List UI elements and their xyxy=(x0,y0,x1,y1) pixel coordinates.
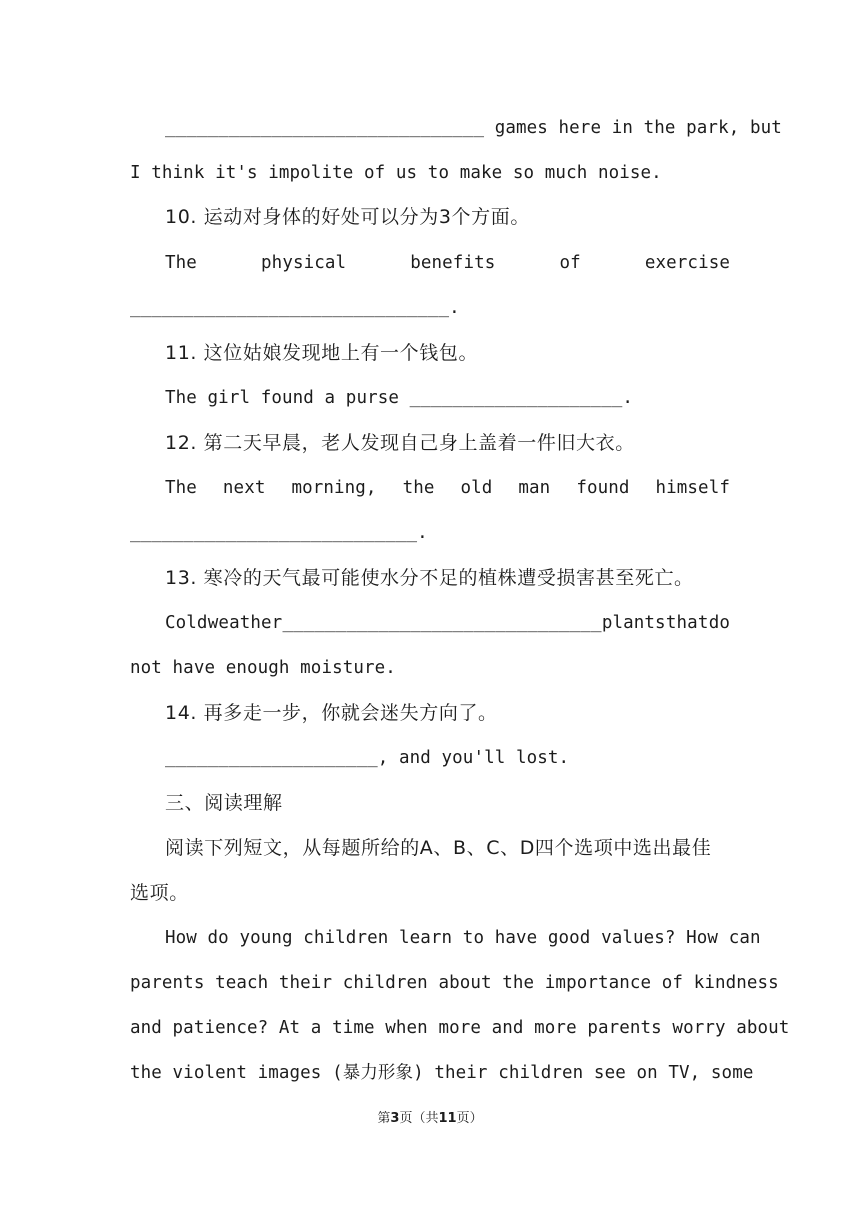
reading-instructions-cont: 选项。 xyxy=(130,882,189,904)
passage-line-4: the violent images (暴力形象) their children see on TV, some xyxy=(130,1063,754,1083)
q12-word: man xyxy=(518,478,551,498)
footer-suffix: 页） xyxy=(456,1111,483,1126)
q12-word: old xyxy=(460,478,493,498)
q12-word: himself xyxy=(655,478,730,498)
q13-word: that xyxy=(665,613,709,633)
q11-english[interactable]: The girl found a purse ____________________. xyxy=(165,388,633,408)
q12-word: the xyxy=(402,478,435,498)
q10-word: physical xyxy=(261,253,347,273)
q12-word: next xyxy=(222,478,266,498)
section-heading-reading: 三、阅读理解 xyxy=(165,792,283,814)
q12-word: found xyxy=(576,478,630,498)
q13-prompt: 13. 寒冷的天气最可能使水分不足的植株遭受损害甚至死亡。 xyxy=(165,567,694,589)
q10-word: The xyxy=(165,253,197,273)
page-footer xyxy=(0,1110,860,1128)
q9-continuation: I think it's impolite of us to make so much noise. xyxy=(130,163,662,183)
q11-prompt: 11. 这位姑娘发现地上有一个钱包。 xyxy=(165,342,479,364)
q12-blank[interactable]: ___________________________. xyxy=(130,523,428,543)
q9-answer-line xyxy=(165,116,782,140)
q12-english-words xyxy=(165,476,730,500)
q13-continuation: not have enough moisture. xyxy=(130,658,396,678)
q10-word: of xyxy=(559,253,581,273)
passage-line-2: parents teach their children about the importance of kindness xyxy=(130,973,779,993)
q10-english-words xyxy=(165,251,730,275)
passage-line-3: and patience? At a time when more and more parents worry about xyxy=(130,1018,790,1038)
q14-english[interactable]: ____________________, and you'll lost. xyxy=(165,748,570,768)
q12-word: The xyxy=(165,478,197,498)
q13-word: do xyxy=(708,613,730,633)
q13-word: plants xyxy=(601,613,666,633)
q14-prompt: 14. 再多走一步，你就会迷失方向了。 xyxy=(165,702,498,724)
q13-word[interactable]: ______________________________ xyxy=(282,613,602,633)
footer-page-number: 3 xyxy=(390,1111,400,1126)
footer-mid: 页（共 xyxy=(399,1111,439,1126)
footer-total-pages: 11 xyxy=(438,1111,457,1126)
q12-word: morning, xyxy=(291,478,377,498)
q13-word: Cold xyxy=(165,613,208,633)
q10-word: exercise xyxy=(644,253,730,273)
reading-instructions: 阅读下列短文，从每题所给的A、B、C、D四个选项中选出最佳 xyxy=(165,837,712,859)
q10-prompt: 10. 运动对身体的好处可以分为3个方面。 xyxy=(165,206,530,228)
q12-prompt: 12. 第二天早晨，老人发现自己身上盖着一件旧大衣。 xyxy=(165,432,635,454)
q13-word: weather xyxy=(207,613,283,633)
q10-word: benefits xyxy=(410,253,496,273)
q9-text: games here in the park, but xyxy=(494,118,782,138)
footer-prefix: 第 xyxy=(377,1111,391,1126)
q13-english-words xyxy=(165,611,730,635)
q9-blank[interactable]: ______________________________ xyxy=(165,118,485,138)
passage-line-1: How do young children learn to have good values? How can xyxy=(165,928,761,948)
q10-blank[interactable]: ______________________________. xyxy=(130,298,460,318)
